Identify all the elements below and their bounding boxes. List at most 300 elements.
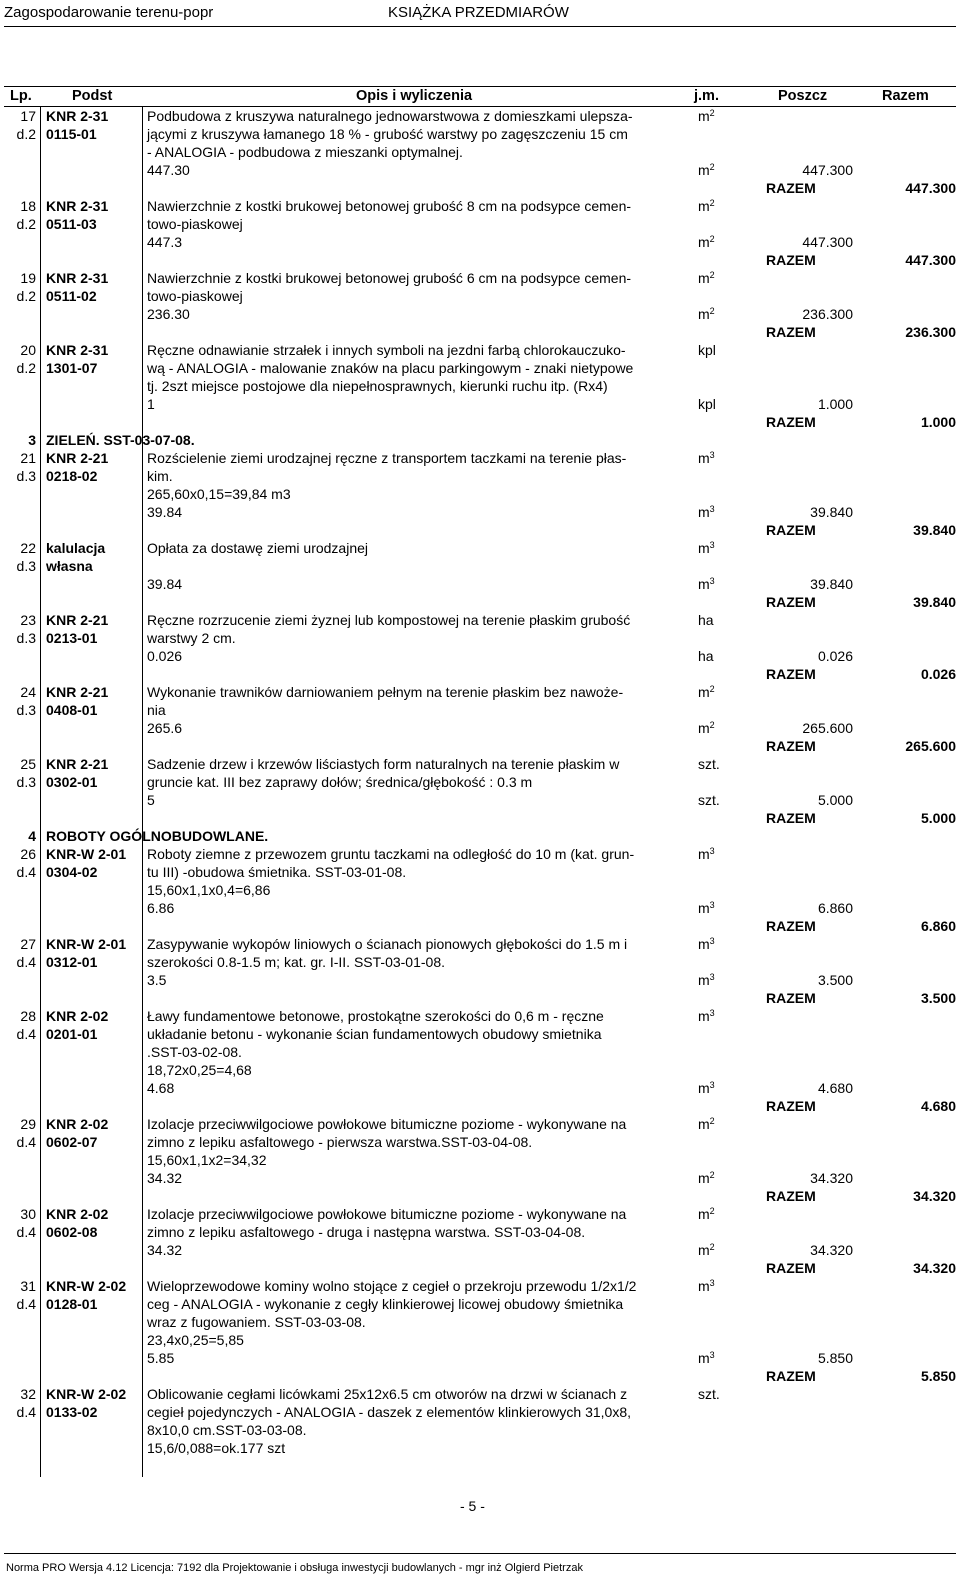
basis-code: KNR-W 2-01 bbox=[46, 846, 127, 862]
unit-base: ha bbox=[698, 612, 714, 628]
description-line: Ręczne rozrzucenie ziemi żyznej lub kompostowej na terenie płaskim grubość bbox=[147, 612, 631, 628]
quantity-value: 5 bbox=[147, 792, 155, 808]
position-number: 21 bbox=[20, 450, 36, 466]
position-division: d.2 bbox=[16, 126, 36, 142]
total-label: RAZEM bbox=[766, 738, 816, 754]
partial-total: 4.680 bbox=[817, 1080, 853, 1096]
basis-number: 0213-01 bbox=[46, 630, 98, 646]
position-row bbox=[4, 1007, 956, 1115]
description bbox=[147, 197, 693, 233]
table-header bbox=[4, 87, 956, 105]
unit-exponent: 3 bbox=[709, 450, 715, 460]
partial-total: 5.850 bbox=[817, 1350, 853, 1366]
table-body bbox=[4, 107, 956, 1457]
quantity-row bbox=[4, 647, 956, 665]
unit-exponent: 3 bbox=[709, 900, 715, 910]
unit bbox=[698, 1277, 715, 1295]
partial-total: 236.300 bbox=[802, 306, 853, 322]
partial-total: 5.000 bbox=[817, 792, 853, 808]
unit bbox=[698, 197, 715, 215]
total-value: 3.500 bbox=[920, 990, 956, 1006]
description-line: układanie betonu - wykonanie ścian fundamentowych obudowy smietnika bbox=[147, 1026, 602, 1042]
col-razem: Razem bbox=[882, 88, 929, 104]
position-row bbox=[4, 1115, 956, 1205]
quantity-unit bbox=[698, 503, 715, 521]
footer-text: Norma PRO Wersja 4.12 Licencja: 7192 dla Projektowanie i obsługa inwestycji budowlanych - mgr inż Olgierd Pietrzak bbox=[6, 1562, 583, 1574]
col-jm: j.m. bbox=[694, 88, 719, 104]
unit-base: m bbox=[698, 1242, 710, 1258]
quantity-value: 447.30 bbox=[147, 162, 190, 178]
description bbox=[147, 611, 693, 647]
total-row bbox=[4, 251, 956, 269]
total-value: 34.320 bbox=[913, 1260, 956, 1276]
total-label: RAZEM bbox=[766, 594, 816, 610]
position-division: d.4 bbox=[16, 1026, 36, 1042]
partial-total: 1.000 bbox=[817, 396, 853, 412]
unit bbox=[698, 1385, 720, 1403]
quantity-row bbox=[4, 233, 956, 251]
basis-number: 0511-03 bbox=[46, 216, 97, 232]
total-label: RAZEM bbox=[766, 918, 816, 934]
unit-base: m bbox=[698, 846, 710, 862]
document-title: Zagospodarowanie terenu-popr bbox=[4, 4, 214, 21]
unit-base: m bbox=[698, 234, 710, 250]
total-value: 236.300 bbox=[905, 324, 956, 340]
description-line: wraz z fugowaniem. SST-03-03-08. bbox=[147, 1314, 366, 1330]
page-number: - 5 - bbox=[460, 1498, 485, 1514]
unit-base: m bbox=[698, 1278, 710, 1294]
total-row bbox=[4, 989, 956, 1007]
position-number: 27 bbox=[20, 936, 36, 952]
total-row bbox=[4, 737, 956, 755]
position-row bbox=[4, 1205, 956, 1277]
unit-exponent: 2 bbox=[709, 162, 715, 172]
unit-base: m bbox=[698, 936, 710, 952]
quantity-unit bbox=[698, 971, 715, 989]
position-row bbox=[4, 341, 956, 431]
description-line: szerokości 0.8-1.5 m; kat. gr. I-II. SST-03-01-08. bbox=[147, 954, 446, 970]
position-number: 29 bbox=[20, 1116, 36, 1132]
position-number: 25 bbox=[20, 756, 36, 772]
basis-code: KNR 2-31 bbox=[46, 342, 109, 358]
footer-rule bbox=[4, 1553, 956, 1554]
quantity-row bbox=[4, 899, 956, 917]
description-line: Podbudowa z kruszywa naturalnego jednowarstwowa z domieszkami ulepsza- bbox=[147, 108, 633, 124]
unit bbox=[698, 539, 715, 557]
description bbox=[147, 683, 693, 719]
section-number: 3 bbox=[28, 432, 36, 448]
partial-total: 265.600 bbox=[802, 720, 853, 736]
basis-number: 0511-02 bbox=[46, 288, 97, 304]
partial-total: 34.320 bbox=[810, 1170, 853, 1186]
position-division: d.3 bbox=[16, 702, 36, 718]
basis-number: 0133-02 bbox=[46, 1404, 98, 1420]
description-line: towo-piaskowej bbox=[147, 216, 243, 232]
quantity-unit bbox=[698, 305, 715, 323]
section-number: 4 bbox=[28, 828, 36, 844]
unit-base: m bbox=[698, 270, 710, 286]
quantity-row bbox=[4, 503, 956, 521]
unit-base: m bbox=[698, 450, 710, 466]
description-line: Wieloprzewodowe kominy wolno stojące z cegieł o przekroju przewodu 1/2x1/2 bbox=[147, 1278, 637, 1294]
position-row bbox=[4, 1385, 956, 1457]
unit-base: m bbox=[698, 306, 710, 322]
quantity-row bbox=[4, 1241, 956, 1259]
col-podst: Podst bbox=[72, 88, 113, 104]
unit-base: m bbox=[698, 900, 710, 916]
total-row bbox=[4, 809, 956, 827]
position-number: 17 bbox=[20, 108, 36, 124]
description-line: Izolacje przeciwwilgociowe powłokowe bitumiczne poziome - wykonywane na bbox=[147, 1116, 627, 1132]
description-line: zimno z lepiku asfaltowego - druga i następna warstwa. SST-03-04-08. bbox=[147, 1224, 586, 1240]
basis-number: 0304-02 bbox=[46, 864, 98, 880]
quantity-value: 5.85 bbox=[147, 1350, 175, 1366]
unit-exponent: 3 bbox=[709, 1080, 715, 1090]
description-line: 265,60x0,15=39,84 m3 bbox=[147, 486, 291, 502]
position-division: d.3 bbox=[16, 630, 36, 646]
partial-total: 39.840 bbox=[810, 504, 853, 520]
total-row bbox=[4, 521, 956, 539]
description-line: Rozścielenie ziemi urodzajnej ręczne z transportem taczkami na terenie płas- bbox=[147, 450, 627, 466]
unit-base: ha bbox=[698, 648, 714, 664]
position-number: 28 bbox=[20, 1008, 36, 1024]
basis-number: 0312-01 bbox=[46, 954, 98, 970]
position-division: d.2 bbox=[16, 288, 36, 304]
quantity-unit bbox=[698, 719, 715, 737]
partial-total: 3.500 bbox=[817, 972, 853, 988]
unit-base: szt. bbox=[698, 756, 720, 772]
quantity-value: 1 bbox=[147, 396, 155, 412]
quantity-row bbox=[4, 161, 956, 179]
position-division: d.4 bbox=[16, 1134, 36, 1150]
total-value: 34.320 bbox=[913, 1188, 956, 1204]
description-line: warstwy 2 cm. bbox=[147, 630, 236, 646]
position-row bbox=[4, 107, 956, 197]
position-row bbox=[4, 845, 956, 935]
basis-code: KNR 2-31 bbox=[46, 198, 109, 214]
total-row bbox=[4, 179, 956, 197]
total-label: RAZEM bbox=[766, 252, 816, 268]
description bbox=[147, 1115, 693, 1169]
unit-base: m bbox=[698, 1170, 710, 1186]
description-line: Opłata za dostawę ziemi urodzajnej bbox=[147, 540, 369, 556]
total-label: RAZEM bbox=[766, 1098, 816, 1114]
quantity-value: 236.30 bbox=[147, 306, 190, 322]
position-number: 19 bbox=[20, 270, 36, 286]
description-line: 15,6/0,088=ok.177 szt bbox=[147, 1440, 286, 1456]
unit-exponent: 2 bbox=[709, 198, 715, 208]
unit-exponent: 2 bbox=[709, 306, 715, 316]
quantity-row bbox=[4, 971, 956, 989]
quantity-value: 447.3 bbox=[147, 234, 183, 250]
description-line: cegieł pojedynczych - ANALOGIA - daszek z elementów klinkierowych 31,0x8, bbox=[147, 1404, 632, 1420]
position-row bbox=[4, 935, 956, 1007]
quantity-unit bbox=[698, 575, 715, 593]
unit-base: kpl bbox=[698, 396, 716, 412]
basis-code: KNR-W 2-01 bbox=[46, 936, 127, 952]
position-division: d.3 bbox=[16, 468, 36, 484]
section-heading bbox=[4, 431, 956, 449]
quantity-unit bbox=[698, 1169, 715, 1187]
total-label: RAZEM bbox=[766, 1188, 816, 1204]
description-line: ceg - ANALOGIA - wykonanie z cegły klinkierowej licowej obudowy śmietnika bbox=[147, 1296, 624, 1312]
quantity-row bbox=[4, 1169, 956, 1187]
quantity-unit bbox=[698, 899, 715, 917]
col-poszcz: Poszcz bbox=[778, 88, 828, 104]
unit-base: m bbox=[698, 1080, 710, 1096]
unit bbox=[698, 755, 720, 773]
header-rule bbox=[4, 26, 956, 27]
quantity-row bbox=[4, 305, 956, 323]
quantity-value: 265.6 bbox=[147, 720, 183, 736]
total-value: 6.860 bbox=[920, 918, 956, 934]
section-title: ZIELEŃ. SST-03-07-08. bbox=[46, 432, 195, 448]
description-line: Ławy fundamentowe betonowe, prostokątne szerokości do 0,6 m - ręczne bbox=[147, 1008, 604, 1024]
unit bbox=[698, 1115, 715, 1133]
total-label: RAZEM bbox=[766, 1260, 816, 1276]
description-line bbox=[147, 557, 693, 575]
total-row bbox=[4, 323, 956, 341]
partial-total: 447.300 bbox=[802, 162, 853, 178]
unit bbox=[698, 269, 715, 287]
total-label: RAZEM bbox=[766, 990, 816, 1006]
position-row bbox=[4, 449, 956, 539]
basis-code: KNR 2-02 bbox=[46, 1116, 109, 1132]
position-row bbox=[4, 683, 956, 755]
unit-base: m bbox=[698, 1116, 710, 1132]
description bbox=[147, 935, 693, 971]
unit-exponent: 2 bbox=[709, 270, 715, 280]
description-line: 15,60x1,1x0,4=6,86 bbox=[147, 882, 271, 898]
basis-number: 0128-01 bbox=[46, 1296, 98, 1312]
total-label: RAZEM bbox=[766, 810, 816, 826]
quantity-row bbox=[4, 1349, 956, 1367]
unit bbox=[698, 1007, 715, 1025]
unit-base: szt. bbox=[698, 1386, 720, 1402]
description-line: gruncie kat. III bez zaprawy dołów; średnica/głębokość : 0.3 m bbox=[147, 774, 533, 790]
unit-exponent: 2 bbox=[709, 1116, 715, 1126]
position-division: d.3 bbox=[16, 558, 36, 574]
partial-total: 34.320 bbox=[810, 1242, 853, 1258]
description-line: 8x10,0 cm.SST-03-03-08. bbox=[147, 1422, 307, 1438]
total-value: 39.840 bbox=[913, 522, 956, 538]
unit-exponent: 2 bbox=[709, 1242, 715, 1252]
partial-total: 6.860 bbox=[817, 900, 853, 916]
position-number: 22 bbox=[20, 540, 36, 556]
description-line: .SST-03-02-08. bbox=[147, 1044, 242, 1060]
partial-total: 447.300 bbox=[802, 234, 853, 250]
total-value: 447.300 bbox=[905, 180, 956, 196]
unit-exponent: 3 bbox=[709, 936, 715, 946]
quantity-value: 6.86 bbox=[147, 900, 175, 916]
position-row bbox=[4, 197, 956, 269]
unit-exponent: 3 bbox=[709, 1278, 715, 1288]
total-label: RAZEM bbox=[766, 180, 816, 196]
description-line: - ANALOGIA - podbudowa z mieszanki optymalnej. bbox=[147, 144, 463, 160]
description-line: 23,4x0,25=5,85 bbox=[147, 1332, 244, 1348]
total-row bbox=[4, 665, 956, 683]
quantity-value: 39.84 bbox=[147, 576, 183, 592]
unit-base: m bbox=[698, 504, 710, 520]
quantity-value: 34.32 bbox=[147, 1242, 183, 1258]
total-row bbox=[4, 1187, 956, 1205]
unit-exponent: 3 bbox=[709, 972, 715, 982]
partial-total: 0.026 bbox=[817, 648, 853, 664]
position-number: 18 bbox=[20, 198, 36, 214]
quantity-row bbox=[4, 575, 956, 593]
basis-code: KNR 2-31 bbox=[46, 108, 109, 124]
unit-base: m bbox=[698, 576, 710, 592]
section-title: KSIĄŻKA PRZEDMIARÓW bbox=[388, 4, 569, 21]
unit-base: m bbox=[698, 720, 710, 736]
quantity-value: 0.026 bbox=[147, 648, 183, 664]
position-row bbox=[4, 611, 956, 683]
quantity-value: 3.5 bbox=[147, 972, 167, 988]
unit bbox=[698, 341, 716, 359]
unit-exponent: 3 bbox=[709, 540, 715, 550]
basis-code: KNR 2-02 bbox=[46, 1206, 109, 1222]
position-division: d.4 bbox=[16, 1296, 36, 1312]
unit-exponent: 3 bbox=[709, 1008, 715, 1018]
basis-code: KNR 2-21 bbox=[46, 756, 109, 772]
quantity-row bbox=[4, 719, 956, 737]
quantity-row bbox=[4, 791, 956, 809]
position-row bbox=[4, 1277, 956, 1385]
total-row bbox=[4, 593, 956, 611]
total-value: 1.000 bbox=[920, 414, 956, 430]
unit-exponent: 3 bbox=[709, 846, 715, 856]
basis-code: KNR-W 2-02 bbox=[46, 1278, 127, 1294]
position-row bbox=[4, 539, 956, 611]
description-line: 18,72x0,25=4,68 bbox=[147, 1062, 252, 1078]
unit-base: kpl bbox=[698, 342, 716, 358]
position-number: 26 bbox=[20, 846, 36, 862]
col-opis: Opis i wyliczenia bbox=[356, 88, 473, 104]
total-value: 265.600 bbox=[905, 738, 956, 754]
position-division: d.4 bbox=[16, 1224, 36, 1240]
description-line: Ręczne odnawianie strzałek i innych symboli na jezdni farbą chlorokauczuko- bbox=[147, 342, 626, 358]
position-division: d.4 bbox=[16, 1404, 36, 1420]
unit-base: m bbox=[698, 972, 710, 988]
description bbox=[147, 449, 693, 503]
unit-exponent: 2 bbox=[709, 720, 715, 730]
basis-code: KNR 2-02 bbox=[46, 1008, 109, 1024]
unit-exponent: 2 bbox=[709, 684, 715, 694]
position-division: d.2 bbox=[16, 360, 36, 376]
basis-number: 0302-01 bbox=[46, 774, 98, 790]
quantity-value: 34.32 bbox=[147, 1170, 183, 1186]
total-label: RAZEM bbox=[766, 666, 816, 682]
position-number: 31 bbox=[20, 1278, 36, 1294]
description-line: Nawierzchnie z kostki brukowej betonowej grubość 8 cm na podsypce cemen- bbox=[147, 198, 632, 214]
basis-number: 0218-02 bbox=[46, 468, 98, 484]
description bbox=[147, 107, 693, 161]
position-number: 20 bbox=[20, 342, 36, 358]
unit bbox=[698, 845, 715, 863]
total-value: 4.680 bbox=[920, 1098, 956, 1114]
unit bbox=[698, 1205, 715, 1223]
description-line: Wykonanie trawników darniowaniem pełnym na terenie płaskim bez nawoże- bbox=[147, 684, 624, 700]
quantity-value: 4.68 bbox=[147, 1080, 175, 1096]
total-label: RAZEM bbox=[766, 1368, 816, 1384]
basis-number: 0602-08 bbox=[46, 1224, 98, 1240]
total-value: 5.000 bbox=[920, 810, 956, 826]
description-line: tj. 2szt miejsce postojowe dla niepełnosprawnych, kierunki ruchu itp. (Rx4) bbox=[147, 378, 608, 394]
quantity-unit bbox=[698, 395, 716, 413]
description-line: Nawierzchnie z kostki brukowej betonowej grubość 6 cm na podsypce cemen- bbox=[147, 270, 632, 286]
total-row bbox=[4, 917, 956, 935]
col-lp: Lp. bbox=[10, 88, 32, 104]
total-value: 5.850 bbox=[920, 1368, 956, 1384]
description-line: tu III) -obudowa śmietnika. SST-03-01-08. bbox=[147, 864, 407, 880]
position-row bbox=[4, 755, 956, 827]
description-line: Zasypywanie wykopów liniowych o ścianach pionowych głębokości do 1.5 m i bbox=[147, 936, 628, 952]
total-row bbox=[4, 413, 956, 431]
quantity-unit bbox=[698, 647, 714, 665]
basis-number: 0201-01 bbox=[46, 1026, 98, 1042]
unit-exponent: 3 bbox=[709, 504, 715, 514]
quantity-unit bbox=[698, 161, 715, 179]
position-division: d.4 bbox=[16, 864, 36, 880]
quantity-unit bbox=[698, 791, 720, 809]
position-number: 23 bbox=[20, 612, 36, 628]
total-value: 0.026 bbox=[920, 666, 956, 682]
total-row bbox=[4, 1259, 956, 1277]
position-division: d.2 bbox=[16, 216, 36, 232]
description bbox=[147, 755, 693, 791]
basis-code: kalulacja bbox=[46, 540, 106, 556]
description-line: Roboty ziemne z przewozem gruntu taczkami na odległość do 10 m (kat. grun- bbox=[147, 846, 635, 862]
unit-base: m bbox=[698, 540, 710, 556]
total-label: RAZEM bbox=[766, 414, 816, 430]
basis-number: 0408-01 bbox=[46, 702, 98, 718]
description bbox=[147, 1385, 693, 1457]
unit bbox=[698, 107, 715, 125]
basis-code: KNR 2-31 bbox=[46, 270, 109, 286]
description-line: zimno z lepiku asfaltowego - pierwsza warstwa.SST-03-04-08. bbox=[147, 1134, 533, 1150]
unit bbox=[698, 683, 715, 701]
basis-number: 0115-01 bbox=[46, 126, 97, 142]
total-row bbox=[4, 1367, 956, 1385]
unit-base: m bbox=[698, 1206, 710, 1222]
section-heading bbox=[4, 827, 956, 845]
description-line: towo-piaskowej bbox=[147, 288, 243, 304]
position-row bbox=[4, 269, 956, 341]
total-label: RAZEM bbox=[766, 324, 816, 340]
basis-code: KNR 2-21 bbox=[46, 684, 109, 700]
position-number: 24 bbox=[20, 684, 36, 700]
basis-number: 0602-07 bbox=[46, 1134, 98, 1150]
unit-exponent: 3 bbox=[709, 576, 715, 586]
quantity-value: 39.84 bbox=[147, 504, 183, 520]
basis-number: własna bbox=[46, 558, 93, 574]
unit bbox=[698, 935, 715, 953]
unit-base: m bbox=[698, 162, 710, 178]
description-line: 15,60x1,1x2=34,32 bbox=[147, 1152, 267, 1168]
description bbox=[147, 1205, 693, 1241]
total-label: RAZEM bbox=[766, 522, 816, 538]
quantity-unit bbox=[698, 1241, 715, 1259]
description-line: kim. bbox=[147, 468, 173, 484]
total-value: 447.300 bbox=[905, 252, 956, 268]
description bbox=[147, 1007, 693, 1079]
description-line: Oblicowanie cegłami licówkami 25x12x6.5 cm otworów na drzwi w ścianach z bbox=[147, 1386, 628, 1402]
quantity-unit bbox=[698, 1079, 715, 1097]
unit bbox=[698, 611, 714, 629]
unit-base: m bbox=[698, 108, 710, 124]
total-value: 39.840 bbox=[913, 594, 956, 610]
quantity-unit bbox=[698, 1349, 715, 1367]
